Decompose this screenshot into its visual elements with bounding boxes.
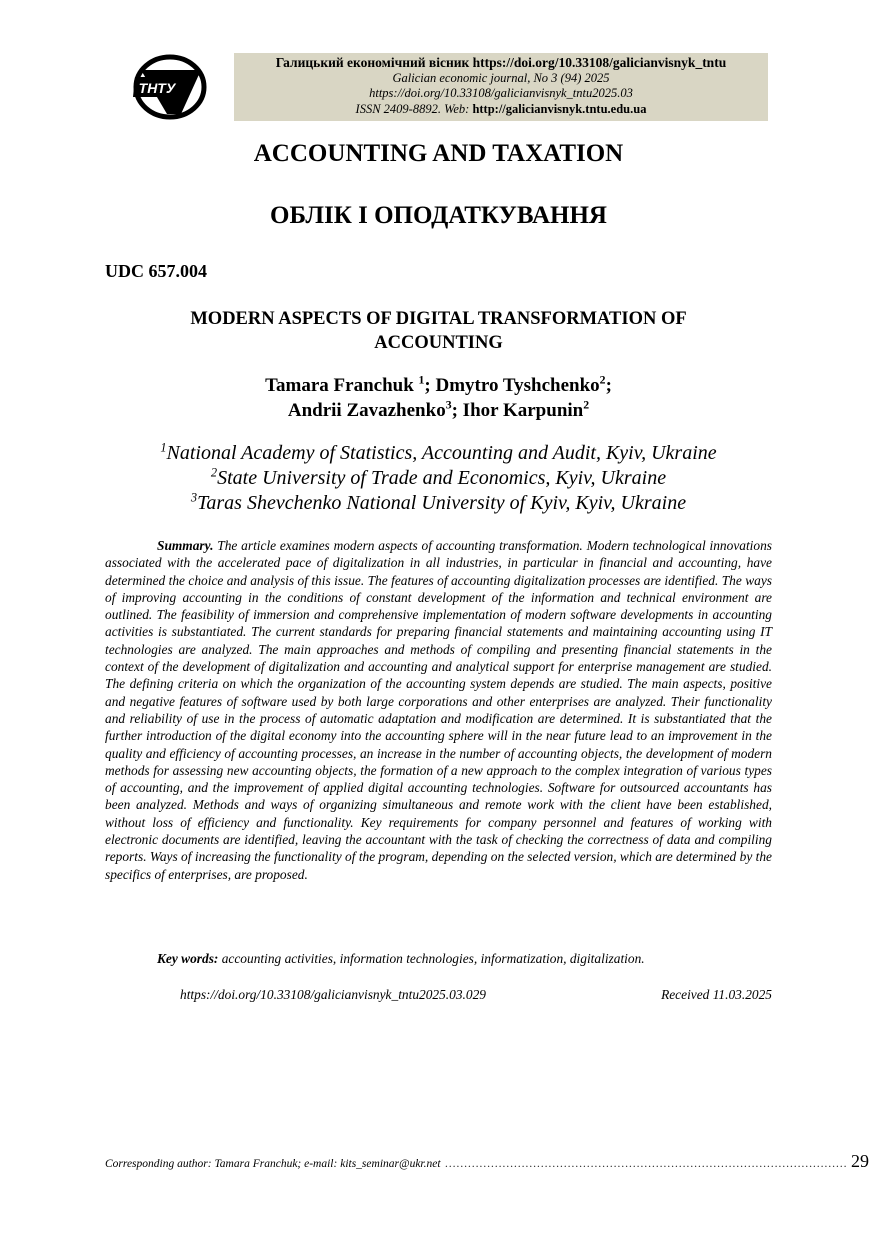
author-2-sep: ; (605, 375, 612, 396)
footer-leader-dots: …………………………………………………………………………………………… (444, 1158, 848, 1170)
author-4-affil: 2 (583, 398, 590, 412)
section-title-ua: ОБЛІК І ОПОДАТКУВАННЯ (270, 202, 607, 229)
logo-text: ТНТУ (138, 80, 176, 96)
affiliation-1-mark: 1 (160, 440, 167, 455)
journal-web-link[interactable]: http://galicianvisnyk.tntu.edu.ua (472, 101, 647, 116)
author-4: ; Ihor Karpunin (451, 400, 584, 421)
abstract-label: Summary. (157, 538, 214, 553)
keywords (157, 951, 645, 967)
affiliation-1 (0, 441, 877, 466)
article-title: MODERN ASPECTS OF DIGITAL TRANSFORMATION OF ACCOUNTING (190, 309, 687, 353)
affiliation-2-mark: 2 (210, 465, 218, 480)
author-3-affil: 3 (445, 398, 452, 412)
keywords-text: accounting activities, information technologies, informatization, digitalization. (218, 951, 645, 966)
page-footer (105, 1151, 870, 1172)
journal-logo (131, 52, 209, 122)
affiliations (0, 441, 877, 516)
received-date: Received 11.03.2025 (661, 987, 772, 1002)
affiliation-2-text: State University of Trade and Economics, Kyiv, Ukraine (217, 467, 667, 489)
affiliation-3-text: Taras Shevchenko National University of Kyiv, Kyiv, Ukraine (197, 492, 687, 514)
author-2: ; Dmytro Tyshchenko (424, 375, 600, 396)
article-doi-link[interactable]: https://doi.org/10.33108/galicianvisnyk_tntu2025.03.029 (180, 987, 486, 1002)
issn-text: ISSN 2409-8892. Web: (355, 101, 470, 116)
page-number: 29 (851, 1151, 870, 1171)
author-1-affil: 1 (418, 373, 425, 387)
journal-header-line3: https://doi.org/10.33108/galicianvisnyk_tntu2025.03 (369, 86, 633, 100)
authors (0, 373, 877, 423)
abstract-text: The article examines modern aspects of accounting transformation. Modern technological innovations associated with the accelerated pace of digitalization in all industries, in particular in financial and accounting, have determined the choice and analysis of this issue. The features of accounting digitalization processes are identified. The ways of improving accounting in the conditions of constant development of the information and technical environment are outlined. The feasibility of immersion and comprehensive implementation of modern software developments in accounting activities is substantiated. The current standards for preparing financial statements and maintaining accounting using IT technologies are analyzed. The main approaches and methods of compiling and presenting financial statements in the context of the development of digitalization and accounting and analytical support for enterprise management are studied. The defining criteria on which the organization of the accounting system depends are studied. The main aspects, positive and negative features of software used by both large corporations and other enterprises are analyzed. Their functionality and reliability of use in the process of automatic adaptation and modification are determined. It is substantiated that the further introduction of the digital economy into the accounting sphere will in the near future lead to an improvement in the quality and efficiency of accounting processes, an increase in the number of accounting objects, the development of modern methods for assessing new accounting objects, the formation of a new approach to the complex integration of various types of accounting, and the improvement of applied digital accounting technologies. Software for outsourced accountants has been analyzed. Methods and ways of organizing simultaneous and remote work with the client have been established, without loss of efficiency and functionality. Key requirements for company personnel and features of working with electronic documents are identified, leaving the accountant with the task of checking the correctness of data and compiling reports. Ways of increasing the functionality of the program, depending on the selected version, which are determined by the specifics of enterprises, are proposed. (105, 538, 772, 882)
affiliation-2 (0, 466, 877, 491)
abstract (105, 537, 772, 883)
journal-header-line4 (234, 102, 768, 118)
author-1: Tamara Franchuk (265, 375, 419, 396)
keywords-label: Key words: (157, 951, 219, 966)
affiliation-1-text: National Academy of Statistics, Accounting and Audit, Kyiv, Ukraine (166, 442, 717, 464)
journal-header-line2: Galician economic journal, No 3 (94) 2025 (392, 70, 610, 85)
section-title-en: ACCOUNTING AND TAXATION (253, 140, 624, 167)
journal-header-line1: Галицький економічний вісник https://doi.org/10.33108/galicianvisnyk_tntu (275, 55, 727, 70)
affiliation-3 (0, 491, 877, 516)
author-3: Andrii Zavazhenko (287, 400, 446, 421)
affiliation-3-mark: 3 (190, 490, 198, 505)
udc-code: UDC 657.004 (105, 261, 207, 281)
author-2-affil: 2 (599, 373, 606, 387)
corresponding-author: Corresponding author: Tamara Franchuk; e-mail: kits_seminar@ukr.net (105, 1158, 441, 1170)
journal-header (234, 53, 768, 121)
